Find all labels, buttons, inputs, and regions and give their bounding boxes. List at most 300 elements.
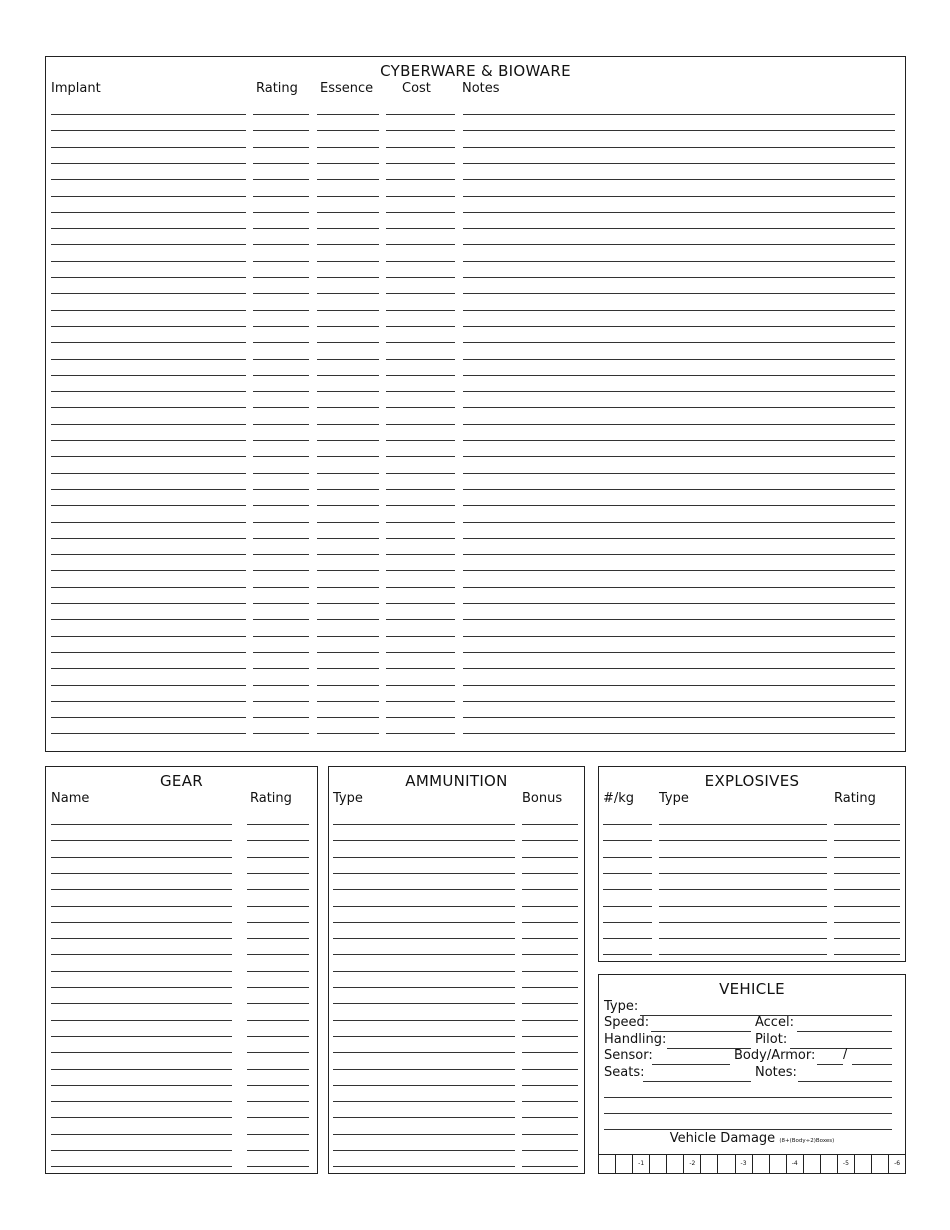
vehicle-notes-line-2[interactable] xyxy=(604,1097,892,1098)
notes-line[interactable] xyxy=(463,701,895,702)
notes-line[interactable] xyxy=(463,228,895,229)
rating-line[interactable] xyxy=(253,391,309,392)
gear-rating-line[interactable] xyxy=(247,889,309,890)
cost-line[interactable] xyxy=(386,701,455,702)
explosive-type-line[interactable] xyxy=(659,840,827,841)
cost-line[interactable] xyxy=(386,619,455,620)
cost-line[interactable] xyxy=(386,424,455,425)
cost-line[interactable] xyxy=(386,391,455,392)
damage-box[interactable] xyxy=(667,1155,684,1173)
essence-line[interactable] xyxy=(317,652,379,653)
implant-line[interactable] xyxy=(51,342,246,343)
gear-name-line[interactable] xyxy=(51,824,232,825)
implant-line[interactable] xyxy=(51,456,246,457)
cost-line[interactable] xyxy=(386,147,455,148)
essence-line[interactable] xyxy=(317,440,379,441)
rating-line[interactable] xyxy=(253,603,309,604)
ammo-type-line[interactable] xyxy=(333,824,515,825)
notes-line[interactable] xyxy=(463,685,895,686)
rating-line[interactable] xyxy=(253,342,309,343)
ammo-type-line[interactable] xyxy=(333,1036,515,1037)
damage-box[interactable] xyxy=(616,1155,633,1173)
ammo-type-line[interactable] xyxy=(333,840,515,841)
gear-name-line[interactable] xyxy=(51,1150,232,1151)
gear-name-line[interactable] xyxy=(51,1020,232,1021)
notes-line[interactable] xyxy=(463,570,895,571)
gear-name-line[interactable] xyxy=(51,987,232,988)
essence-line[interactable] xyxy=(317,717,379,718)
cost-line[interactable] xyxy=(386,538,455,539)
damage-box[interactable] xyxy=(804,1155,821,1173)
implant-line[interactable] xyxy=(51,587,246,588)
gear-name-line[interactable] xyxy=(51,1069,232,1070)
ammo-type-line[interactable] xyxy=(333,938,515,939)
ammo-type-line[interactable] xyxy=(333,889,515,890)
implant-line[interactable] xyxy=(51,473,246,474)
damage-box[interactable]: -6 xyxy=(894,1160,901,1167)
explosive-rating-line[interactable] xyxy=(834,824,900,825)
cost-line[interactable] xyxy=(386,114,455,115)
essence-line[interactable] xyxy=(317,293,379,294)
gear-rating-line[interactable] xyxy=(247,1150,309,1151)
essence-line[interactable] xyxy=(317,554,379,555)
notes-line[interactable] xyxy=(463,603,895,604)
explosive-type-line[interactable] xyxy=(659,873,827,874)
cost-line[interactable] xyxy=(386,196,455,197)
cost-line[interactable] xyxy=(386,244,455,245)
implant-line[interactable] xyxy=(51,277,246,278)
cost-line[interactable] xyxy=(386,277,455,278)
notes-line[interactable] xyxy=(463,277,895,278)
essence-line[interactable] xyxy=(317,668,379,669)
gear-rating-line[interactable] xyxy=(247,1085,309,1086)
cost-line[interactable] xyxy=(386,522,455,523)
cost-line[interactable] xyxy=(386,685,455,686)
essence-line[interactable] xyxy=(317,407,379,408)
notes-line[interactable] xyxy=(463,407,895,408)
ammo-bonus-line[interactable] xyxy=(522,1117,578,1118)
explosive-rating-line[interactable] xyxy=(834,840,900,841)
gear-name-line[interactable] xyxy=(51,1036,232,1037)
essence-line[interactable] xyxy=(317,163,379,164)
rating-line[interactable] xyxy=(253,717,309,718)
rating-line[interactable] xyxy=(253,359,309,360)
explosive-kg-line[interactable] xyxy=(603,889,652,890)
explosive-kg-line[interactable] xyxy=(603,857,652,858)
notes-line[interactable] xyxy=(463,652,895,653)
ammo-bonus-line[interactable] xyxy=(522,873,578,874)
gear-rating-line[interactable] xyxy=(247,922,309,923)
ammo-bonus-line[interactable] xyxy=(522,922,578,923)
gear-name-line[interactable] xyxy=(51,840,232,841)
rating-line[interactable] xyxy=(253,114,309,115)
gear-name-line[interactable] xyxy=(51,1003,232,1004)
essence-line[interactable] xyxy=(317,424,379,425)
ammo-type-line[interactable] xyxy=(333,873,515,874)
implant-line[interactable] xyxy=(51,652,246,653)
notes-line[interactable] xyxy=(463,587,895,588)
cost-line[interactable] xyxy=(386,456,455,457)
notes-line[interactable] xyxy=(463,196,895,197)
rating-line[interactable] xyxy=(253,733,309,734)
ammo-type-line[interactable] xyxy=(333,954,515,955)
essence-line[interactable] xyxy=(317,326,379,327)
ammo-bonus-line[interactable] xyxy=(522,1166,578,1167)
essence-line[interactable] xyxy=(317,473,379,474)
implant-line[interactable] xyxy=(51,685,246,686)
implant-line[interactable] xyxy=(51,391,246,392)
damage-box[interactable] xyxy=(770,1155,787,1173)
essence-line[interactable] xyxy=(317,310,379,311)
cost-line[interactable] xyxy=(386,733,455,734)
explosive-type-line[interactable] xyxy=(659,857,827,858)
rating-line[interactable] xyxy=(253,473,309,474)
notes-line[interactable] xyxy=(463,554,895,555)
ammo-bonus-line[interactable] xyxy=(522,938,578,939)
rating-line[interactable] xyxy=(253,407,309,408)
essence-line[interactable] xyxy=(317,114,379,115)
ammo-bonus-line[interactable] xyxy=(522,971,578,972)
notes-line[interactable] xyxy=(463,212,895,213)
cost-line[interactable] xyxy=(386,717,455,718)
gear-rating-line[interactable] xyxy=(247,987,309,988)
implant-line[interactable] xyxy=(51,701,246,702)
rating-line[interactable] xyxy=(253,130,309,131)
ammo-type-line[interactable] xyxy=(333,922,515,923)
damage-box[interactable] xyxy=(855,1155,872,1173)
implant-line[interactable] xyxy=(51,375,246,376)
gear-name-line[interactable] xyxy=(51,857,232,858)
ammo-bonus-line[interactable] xyxy=(522,1003,578,1004)
cost-line[interactable] xyxy=(386,310,455,311)
explosive-kg-line[interactable] xyxy=(603,840,652,841)
rating-line[interactable] xyxy=(253,522,309,523)
essence-line[interactable] xyxy=(317,685,379,686)
rating-line[interactable] xyxy=(253,375,309,376)
vehicle-notes-line-4[interactable] xyxy=(604,1129,892,1130)
ammo-type-line[interactable] xyxy=(333,1003,515,1004)
cost-line[interactable] xyxy=(386,440,455,441)
rating-line[interactable] xyxy=(253,554,309,555)
gear-name-line[interactable] xyxy=(51,1052,232,1053)
explosive-type-line[interactable] xyxy=(659,922,827,923)
rating-line[interactable] xyxy=(253,293,309,294)
gear-name-line[interactable] xyxy=(51,922,232,923)
essence-line[interactable] xyxy=(317,603,379,604)
vehicle-seats-line[interactable] xyxy=(643,1081,751,1082)
implant-line[interactable] xyxy=(51,293,246,294)
explosive-type-line[interactable] xyxy=(659,954,827,955)
implant-line[interactable] xyxy=(51,636,246,637)
notes-line[interactable] xyxy=(463,326,895,327)
ammo-type-line[interactable] xyxy=(333,1069,515,1070)
essence-line[interactable] xyxy=(317,522,379,523)
rating-line[interactable] xyxy=(253,456,309,457)
rating-line[interactable] xyxy=(253,277,309,278)
essence-line[interactable] xyxy=(317,636,379,637)
ammo-bonus-line[interactable] xyxy=(522,1020,578,1021)
gear-rating-line[interactable] xyxy=(247,840,309,841)
gear-rating-line[interactable] xyxy=(247,938,309,939)
notes-line[interactable] xyxy=(463,538,895,539)
cost-line[interactable] xyxy=(386,261,455,262)
implant-line[interactable] xyxy=(51,228,246,229)
explosive-type-line[interactable] xyxy=(659,938,827,939)
essence-line[interactable] xyxy=(317,733,379,734)
notes-line[interactable] xyxy=(463,310,895,311)
explosive-kg-line[interactable] xyxy=(603,938,652,939)
explosive-type-line[interactable] xyxy=(659,906,827,907)
implant-line[interactable] xyxy=(51,326,246,327)
ammo-bonus-line[interactable] xyxy=(522,987,578,988)
cost-line[interactable] xyxy=(386,228,455,229)
rating-line[interactable] xyxy=(253,212,309,213)
ammo-bonus-line[interactable] xyxy=(522,889,578,890)
rating-line[interactable] xyxy=(253,685,309,686)
implant-line[interactable] xyxy=(51,733,246,734)
gear-name-line[interactable] xyxy=(51,1166,232,1167)
implant-line[interactable] xyxy=(51,310,246,311)
explosive-type-line[interactable] xyxy=(659,824,827,825)
implant-line[interactable] xyxy=(51,244,246,245)
essence-line[interactable] xyxy=(317,570,379,571)
ammo-type-line[interactable] xyxy=(333,987,515,988)
explosive-rating-line[interactable] xyxy=(834,857,900,858)
essence-line[interactable] xyxy=(317,228,379,229)
damage-box[interactable] xyxy=(872,1155,889,1173)
cost-line[interactable] xyxy=(386,603,455,604)
essence-line[interactable] xyxy=(317,587,379,588)
notes-line[interactable] xyxy=(463,261,895,262)
rating-line[interactable] xyxy=(253,424,309,425)
rating-line[interactable] xyxy=(253,587,309,588)
cost-line[interactable] xyxy=(386,636,455,637)
essence-line[interactable] xyxy=(317,359,379,360)
essence-line[interactable] xyxy=(317,342,379,343)
gear-name-line[interactable] xyxy=(51,1101,232,1102)
ammo-type-line[interactable] xyxy=(333,1085,515,1086)
damage-box[interactable]: -3 xyxy=(736,1155,753,1173)
notes-line[interactable] xyxy=(463,244,895,245)
gear-name-line[interactable] xyxy=(51,954,232,955)
cost-line[interactable] xyxy=(386,587,455,588)
explosive-rating-line[interactable] xyxy=(834,906,900,907)
cost-line[interactable] xyxy=(386,293,455,294)
implant-line[interactable] xyxy=(51,717,246,718)
vehicle-notes-line[interactable] xyxy=(798,1081,892,1082)
gear-name-line[interactable] xyxy=(51,1085,232,1086)
gear-name-line[interactable] xyxy=(51,906,232,907)
ammo-bonus-line[interactable] xyxy=(522,1134,578,1135)
rating-line[interactable] xyxy=(253,668,309,669)
damage-box[interactable]: -5 xyxy=(838,1155,855,1173)
implant-line[interactable] xyxy=(51,603,246,604)
implant-line[interactable] xyxy=(51,163,246,164)
gear-rating-line[interactable] xyxy=(247,824,309,825)
implant-line[interactable] xyxy=(51,619,246,620)
implant-line[interactable] xyxy=(51,130,246,131)
notes-line[interactable] xyxy=(463,114,895,115)
cost-line[interactable] xyxy=(386,375,455,376)
implant-line[interactable] xyxy=(51,179,246,180)
rating-line[interactable] xyxy=(253,652,309,653)
notes-line[interactable] xyxy=(463,147,895,148)
damage-box[interactable] xyxy=(650,1155,667,1173)
ammo-type-line[interactable] xyxy=(333,1150,515,1151)
ammo-bonus-line[interactable] xyxy=(522,954,578,955)
vehicle-notes-line-3[interactable] xyxy=(604,1113,892,1114)
damage-box[interactable] xyxy=(718,1155,735,1173)
notes-line[interactable] xyxy=(463,440,895,441)
rating-line[interactable] xyxy=(253,570,309,571)
ammo-bonus-line[interactable] xyxy=(522,824,578,825)
essence-line[interactable] xyxy=(317,277,379,278)
gear-name-line[interactable] xyxy=(51,873,232,874)
damage-box[interactable] xyxy=(701,1155,718,1173)
rating-line[interactable] xyxy=(253,310,309,311)
damage-box[interactable] xyxy=(599,1155,616,1173)
cost-line[interactable] xyxy=(386,407,455,408)
essence-line[interactable] xyxy=(317,130,379,131)
cost-line[interactable] xyxy=(386,130,455,131)
implant-line[interactable] xyxy=(51,147,246,148)
notes-line[interactable] xyxy=(463,473,895,474)
essence-line[interactable] xyxy=(317,147,379,148)
implant-line[interactable] xyxy=(51,261,246,262)
ammo-bonus-line[interactable] xyxy=(522,1085,578,1086)
explosive-kg-line[interactable] xyxy=(603,824,652,825)
cost-line[interactable] xyxy=(386,179,455,180)
gear-rating-line[interactable] xyxy=(247,1134,309,1135)
cost-line[interactable] xyxy=(386,554,455,555)
rating-line[interactable] xyxy=(253,163,309,164)
implant-line[interactable] xyxy=(51,440,246,441)
explosive-rating-line[interactable] xyxy=(834,938,900,939)
notes-line[interactable] xyxy=(463,293,895,294)
implant-line[interactable] xyxy=(51,359,246,360)
notes-line[interactable] xyxy=(463,391,895,392)
ammo-bonus-line[interactable] xyxy=(522,840,578,841)
notes-line[interactable] xyxy=(463,130,895,131)
notes-line[interactable] xyxy=(463,733,895,734)
explosive-type-line[interactable] xyxy=(659,889,827,890)
notes-line[interactable] xyxy=(463,619,895,620)
implant-line[interactable] xyxy=(51,570,246,571)
implant-line[interactable] xyxy=(51,522,246,523)
vehicle-sensor-line[interactable] xyxy=(652,1064,730,1065)
vehicle-accel-line[interactable] xyxy=(797,1031,892,1032)
ammo-bonus-line[interactable] xyxy=(522,1069,578,1070)
ammo-bonus-line[interactable] xyxy=(522,857,578,858)
gear-rating-line[interactable] xyxy=(247,1101,309,1102)
essence-line[interactable] xyxy=(317,619,379,620)
ammo-type-line[interactable] xyxy=(333,1117,515,1118)
gear-rating-line[interactable] xyxy=(247,906,309,907)
implant-line[interactable] xyxy=(51,114,246,115)
notes-line[interactable] xyxy=(463,375,895,376)
ammo-type-line[interactable] xyxy=(333,971,515,972)
notes-line[interactable] xyxy=(463,342,895,343)
cost-line[interactable] xyxy=(386,668,455,669)
ammo-type-line[interactable] xyxy=(333,857,515,858)
notes-line[interactable] xyxy=(463,636,895,637)
cost-line[interactable] xyxy=(386,163,455,164)
implant-line[interactable] xyxy=(51,196,246,197)
notes-line[interactable] xyxy=(463,489,895,490)
notes-line[interactable] xyxy=(463,424,895,425)
ammo-bonus-line[interactable] xyxy=(522,1052,578,1053)
essence-line[interactable] xyxy=(317,489,379,490)
gear-rating-line[interactable] xyxy=(247,1052,309,1053)
ammo-type-line[interactable] xyxy=(333,1101,515,1102)
vehicle-armor-line[interactable] xyxy=(852,1064,892,1065)
explosive-rating-line[interactable] xyxy=(834,954,900,955)
rating-line[interactable] xyxy=(253,538,309,539)
essence-line[interactable] xyxy=(317,375,379,376)
essence-line[interactable] xyxy=(317,701,379,702)
explosive-rating-line[interactable] xyxy=(834,922,900,923)
explosive-kg-line[interactable] xyxy=(603,906,652,907)
ammo-bonus-line[interactable] xyxy=(522,1036,578,1037)
cost-line[interactable] xyxy=(386,505,455,506)
notes-line[interactable] xyxy=(463,668,895,669)
gear-rating-line[interactable] xyxy=(247,1036,309,1037)
gear-rating-line[interactable] xyxy=(247,1003,309,1004)
explosive-kg-line[interactable] xyxy=(603,873,652,874)
ammo-type-line[interactable] xyxy=(333,1020,515,1021)
vehicle-body-line[interactable] xyxy=(817,1064,843,1065)
cost-line[interactable] xyxy=(386,212,455,213)
gear-name-line[interactable] xyxy=(51,889,232,890)
gear-rating-line[interactable] xyxy=(247,1020,309,1021)
notes-line[interactable] xyxy=(463,505,895,506)
rating-line[interactable] xyxy=(253,619,309,620)
rating-line[interactable] xyxy=(253,440,309,441)
implant-line[interactable] xyxy=(51,554,246,555)
ammo-bonus-line[interactable] xyxy=(522,906,578,907)
cost-line[interactable] xyxy=(386,473,455,474)
implant-line[interactable] xyxy=(51,668,246,669)
cost-line[interactable] xyxy=(386,570,455,571)
gear-rating-line[interactable] xyxy=(247,954,309,955)
essence-line[interactable] xyxy=(317,505,379,506)
notes-line[interactable] xyxy=(463,359,895,360)
notes-line[interactable] xyxy=(463,522,895,523)
ammo-type-line[interactable] xyxy=(333,1052,515,1053)
damage-box[interactable]: -4 xyxy=(787,1155,804,1173)
implant-line[interactable] xyxy=(51,212,246,213)
damage-box[interactable]: -2 xyxy=(684,1155,701,1173)
rating-line[interactable] xyxy=(253,244,309,245)
cost-line[interactable] xyxy=(386,326,455,327)
gear-rating-line[interactable] xyxy=(247,873,309,874)
rating-line[interactable] xyxy=(253,326,309,327)
rating-line[interactable] xyxy=(253,701,309,702)
ammo-type-line[interactable] xyxy=(333,1166,515,1167)
rating-line[interactable] xyxy=(253,489,309,490)
gear-name-line[interactable] xyxy=(51,971,232,972)
rating-line[interactable] xyxy=(253,505,309,506)
damage-box[interactable] xyxy=(753,1155,770,1173)
gear-rating-line[interactable] xyxy=(247,1069,309,1070)
gear-name-line[interactable] xyxy=(51,1117,232,1118)
rating-line[interactable] xyxy=(253,196,309,197)
gear-name-line[interactable] xyxy=(51,938,232,939)
implant-line[interactable] xyxy=(51,407,246,408)
rating-line[interactable] xyxy=(253,636,309,637)
essence-line[interactable] xyxy=(317,538,379,539)
cost-line[interactable] xyxy=(386,652,455,653)
